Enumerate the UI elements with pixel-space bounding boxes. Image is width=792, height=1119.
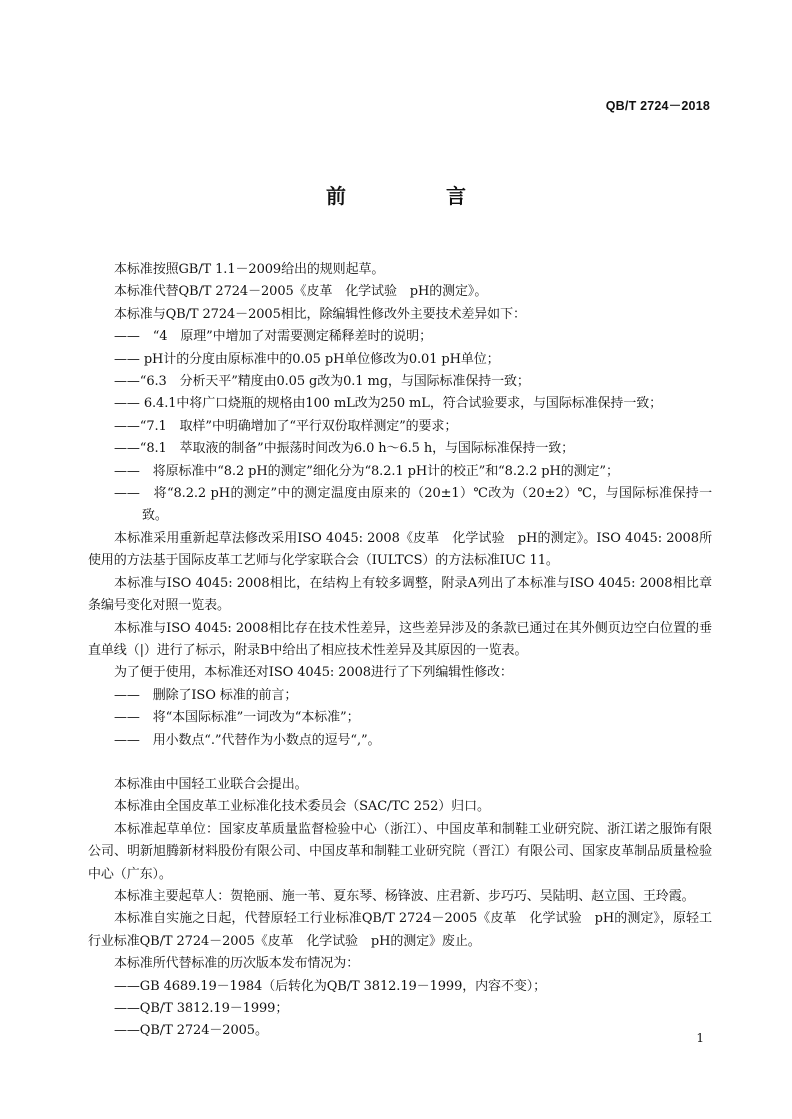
paragraph: 本标准与QB/T 2724－2005相比，除编辑性修改外主要技术差异如下： (114, 306, 526, 322)
foreword-body (88, 259, 712, 1043)
paragraph: 本标准采用重新起草法修改采用ISO 4045: 2008《皮革 化学试验 pH的测定》。ISO 4045: 2008所使用的方法基于国际皮革工艺师与化学家联合会（IULTCS）的方法标准IUC 11。 (88, 530, 712, 569)
paragraph: 本标准与ISO 4045: 2008相比存在技术性差异，这些差异涉及的条款已通过在其外侧页边空白位置的垂直单线（|）进行了标示，附录B中给出了相应技术性差异及其原因的一览表。 (88, 620, 712, 658)
dash-list-item: —— 用小数点“.”代替作为小数点的逗号“,”。 (114, 732, 381, 748)
dash-list-item: ——QB/T 3812.19－1999； (114, 1001, 289, 1016)
standard-code-header: QB/T 2724－2018 (605, 99, 710, 113)
dash-list-item: —— 将原标准中“8.2 pH的测定”细化分为“8.2.1 pH计的校正”和“8.2.2 pH的测定”； (114, 463, 619, 479)
dash-list-item: —— 删除了ISO 标准的前言； (114, 687, 298, 703)
page-number: 1 (696, 1031, 704, 1045)
paragraph: 本标准起草单位：国家皮革质量监督检验中心（浙江）、中国皮革和制鞋工业研究院、浙江诺之服饰有限公司、明新旭腾新材料股份有限公司、中国皮革和制鞋工业研究院（晋江）有限公司、国家皮革制品质量检验中心（广东）。 (88, 821, 712, 882)
paragraph: 本标准代替QB/T 2724－2005《皮革 化学试验 pH的测定》。 (114, 284, 488, 300)
dash-list-item: —— 将“本国际标准”一词改为“本标准”； (114, 710, 360, 726)
paragraph: 本标准由全国皮革工业标准化技术委员会（SAC/TC 252）归口。 (114, 799, 490, 815)
paragraph: 本标准所代替标准的历次版本发布情况为： (114, 956, 360, 972)
dash-list-item: ——QB/T 2724－2005。 (114, 1023, 268, 1039)
dash-list-item: ——“6.3 分析天平”精度由0.05 g改为0.1 mg，与国际标准保持一致； (114, 374, 530, 390)
dash-list-item: —— pH计的分度由原标准中的0.05 pH单位修改为0.01 pH单位； (114, 351, 500, 367)
paragraph: 本标准主要起草人：贺艳丽、施一苇、夏东琴、杨锋波、庄君新、步巧巧、吴陆明、赵立国、王玲霞。 (114, 888, 695, 904)
spacer (88, 752, 712, 774)
paragraph: 本标准自实施之日起，代替原轻工行业标准QB/T 2724－2005《皮革 化学试验 pH的测定》，原轻工行业标准QB/T 2724－2005《皮革 化学试验 pH的测定》废止。 (88, 911, 712, 949)
dash-list-item: ——GB 4689.19－1984（后转化为QB/T 3812.19－1999，内容不变）； (114, 978, 547, 994)
dash-list-item: ——“8.1 萃取液的制备”中振荡时间改为6.0 h～6.5 h，与国际标准保持一致； (114, 441, 575, 457)
dash-list-item: —— 6.4.1中将广口烧瓶的规格由100 mL改为250 mL，符合试验要求，与国际标准保持一致； (114, 396, 663, 412)
page-title: 前 言 (326, 184, 506, 208)
paragraph: 本标准与ISO 4045: 2008相比，在结构上有较多调整，附录A列出了本标准与ISO 4045: 2008相比章条编号变化对照一览表。 (88, 575, 712, 614)
paragraph: 为了便于使用，本标准还对ISO 4045: 2008进行了下列编辑性修改： (114, 665, 513, 681)
paragraph: 本标准按照GB/T 1.1－2009给出的规则起草。 (114, 262, 385, 277)
dash-list-item: —— 将“8.2.2 pH的测定”中的测定温度由原来的（20±1）℃改为（20±2）℃，与国际标准保持一致。 (114, 486, 712, 524)
dash-list-item: ——“7.1 取样”中明确增加了“平行双份取样测定”的要求； (114, 418, 458, 434)
paragraph: 本标准由中国轻工业联合会提出。 (114, 776, 308, 792)
dash-list-item: —— “4 原理”中增加了对需要测定稀释差时的说明； (114, 329, 432, 345)
